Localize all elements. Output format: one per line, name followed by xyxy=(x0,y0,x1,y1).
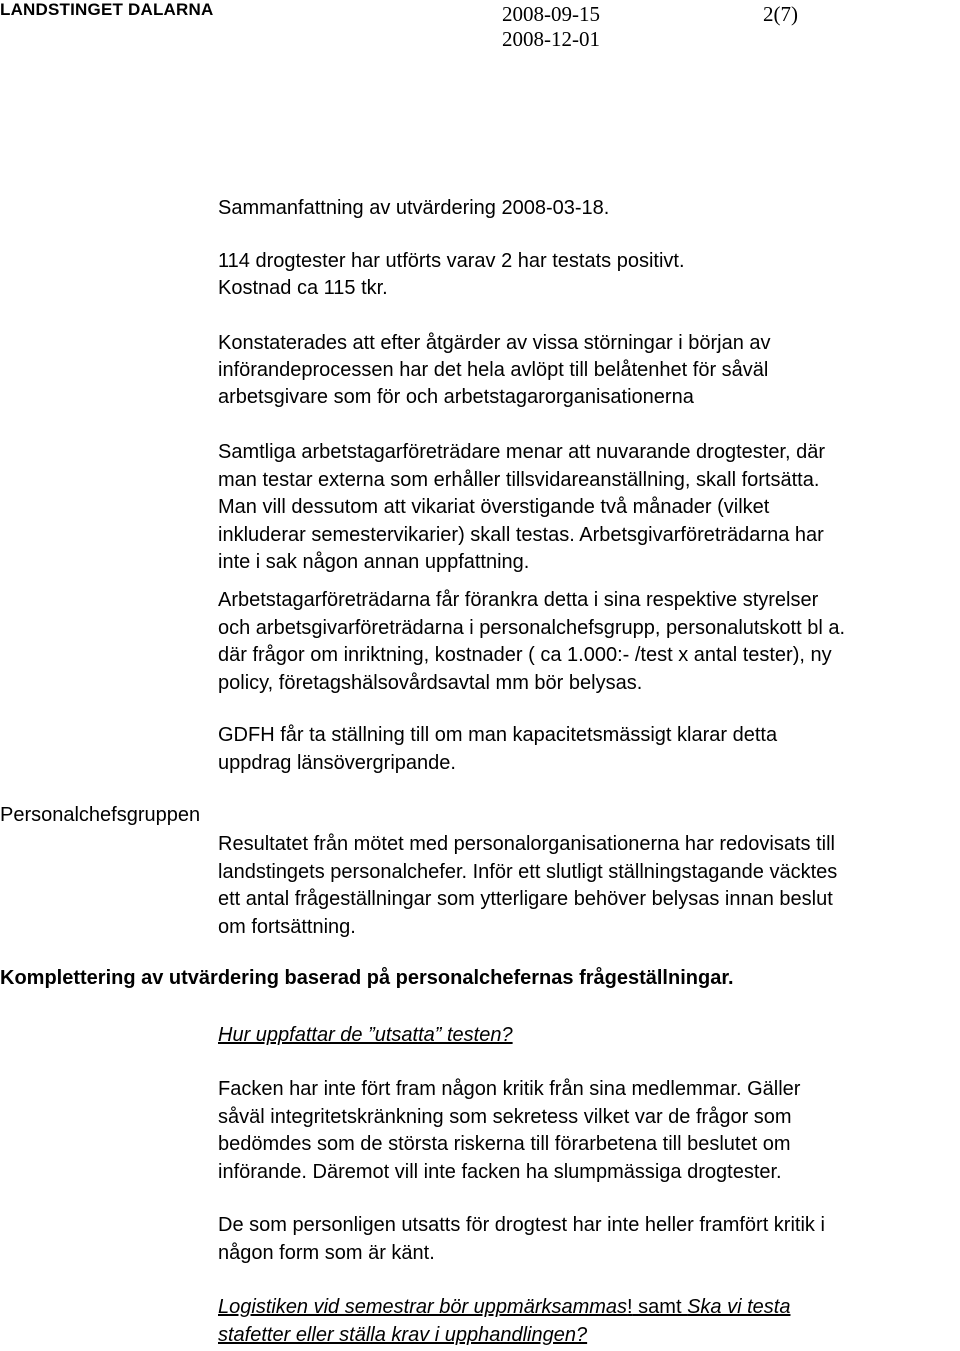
conjunction-samt: samt xyxy=(632,1296,688,1318)
question-heading: Hur uppfattar de ”utsatta” testen? xyxy=(218,1024,513,1046)
header-date-1: 2008-09-15 xyxy=(502,2,600,26)
text-line: man testar externa som erhåller tillsvidareanställning, skall fortsätta. xyxy=(218,468,820,491)
logistik-line-1 xyxy=(218,1294,958,1322)
facken-paragraph xyxy=(218,1076,958,1186)
text-line: införande. Däremot vill inte facken ha slumpmässiga drogtester. xyxy=(218,1160,782,1183)
personalchefsgruppen-paragraph xyxy=(218,831,958,941)
text-line: såväl integritetskränkning som sekretess vilket var de frågor som xyxy=(218,1105,792,1128)
cost-line: Kostnad ca 115 tkr. xyxy=(218,277,388,299)
text-line: Samtliga arbetstagarföreträdare menar att nuvarande drogtester, där xyxy=(218,441,826,463)
section-heading-personalchefsgruppen: Personalchefsgruppen xyxy=(0,804,201,826)
text-line: Resultatet från mötet med personalorganisationerna har redovisats till xyxy=(218,833,835,855)
forankra-paragraph xyxy=(218,587,958,697)
logistik-paragraph xyxy=(218,1294,958,1349)
summary-title: Sammanfattning av utvärdering 2008-03-18. xyxy=(218,197,610,219)
logistik-question-1: Logistiken vid semestrar bör uppmärksammas xyxy=(218,1296,628,1318)
logistik-question-2: Ska vi testa xyxy=(687,1296,791,1318)
text-line: bedömdes som de största riskerna till förarbetena till beslutet om xyxy=(218,1133,791,1155)
samtliga-paragraph xyxy=(218,439,958,577)
organization-name: LANDSTINGET DALARNA xyxy=(0,0,214,19)
section-heading-komplettering: Komplettering av utvärdering baserad på personalchefernas frågeställningar. xyxy=(0,967,734,989)
text-line: Konstaterades att efter åtgärder av vissa störningar i början av xyxy=(218,332,771,354)
text-line: De som personligen utsatts för drogtest har inte heller framfört kritik i xyxy=(218,1214,825,1236)
tests-paragraph xyxy=(218,248,958,302)
text-line: policy, företagshälsovårdsavtal mm bör belysas. xyxy=(218,671,643,694)
text-line: inte i sak någon annan uppfattning. xyxy=(218,551,530,573)
exclamation-mark: ! xyxy=(627,1296,633,1318)
text-line: någon form som är känt. xyxy=(218,1241,435,1264)
logistik-line-2: stafetter eller ställa krav i upphandlingen? xyxy=(218,1323,588,1346)
text-line: uppdrag länsövergripande. xyxy=(218,751,456,774)
gdfh-paragraph xyxy=(218,722,958,777)
text-line: och arbetsgivarföreträdarna i personalchefsgrupp, personalutskott bl a. xyxy=(218,616,846,639)
text-line: Facken har inte fört fram någon kritik från sina medlemmar. Gäller xyxy=(218,1078,801,1100)
text-line: införandeprocessen har det hela avlöpt till belåtenhet för såväl xyxy=(218,359,769,381)
text-line: Man vill dessutom att vikariat överstigande två månader (vilket xyxy=(218,496,770,518)
konstaterades-paragraph xyxy=(218,330,958,411)
text-line: inkluderar semestervikarier) skall testas. Arbetsgivarföreträdarna har xyxy=(218,523,824,546)
text-line: ett antal frågeställningar som ytterligare behöver belysas innan beslut xyxy=(218,888,833,910)
text-line: arbetsgivare som för och arbetstagarorganisationerna xyxy=(218,386,694,408)
tests-line: 114 drogtester har utförts varav 2 har testats positivt. xyxy=(218,250,685,272)
page-number: 2(7) xyxy=(763,2,798,26)
header-date-2: 2008-12-01 xyxy=(502,27,600,51)
text-line: GDFH får ta ställning till om man kapacitetsmässigt klarar detta xyxy=(218,724,778,746)
text-line: landstingets personalchefer. Inför ett slutligt ställningstagande väcktes xyxy=(218,860,838,883)
text-line: där frågor om inriktning, kostnader ( ca 1.000:- /test x antal tester), ny xyxy=(218,644,832,666)
personligen-paragraph xyxy=(218,1212,958,1267)
text-line: om fortsättning. xyxy=(218,915,356,938)
text-line: Arbetstagarföreträdarna får förankra detta i sina respektive styrelser xyxy=(218,589,819,611)
